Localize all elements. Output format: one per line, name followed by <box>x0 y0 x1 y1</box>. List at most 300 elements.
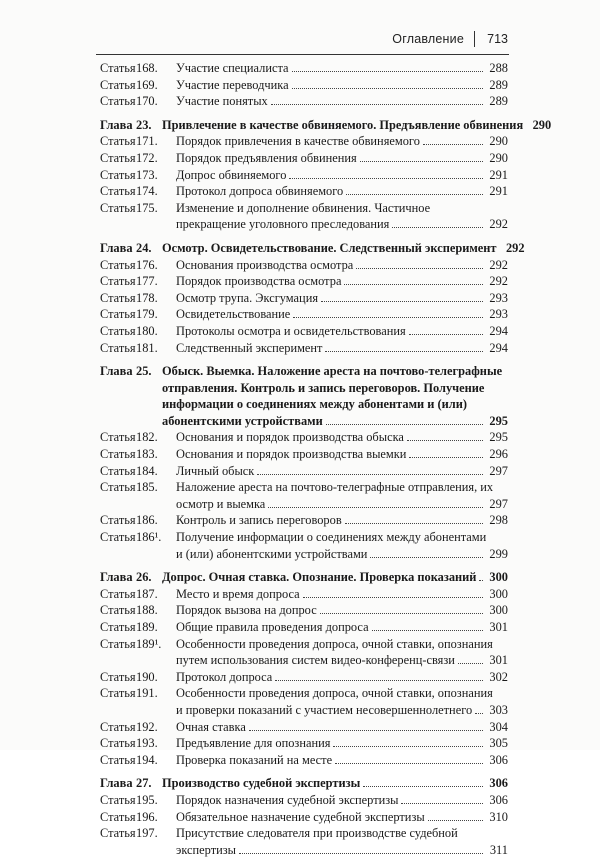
dot-leader <box>303 597 483 598</box>
toc-article[interactable] <box>0 529 600 562</box>
toc-chapter[interactable] <box>0 775 600 792</box>
title-text: осмотр и выемка <box>176 496 266 511</box>
article-number: 169. <box>136 77 158 92</box>
article-number: 197. <box>136 826 158 841</box>
entry-page-number: 295 <box>489 430 508 445</box>
entry-title <box>176 323 508 340</box>
title-text: Привлечение в качестве обвиняемого. Предъявление обвинения <box>162 117 524 132</box>
title-line <box>162 380 508 397</box>
entry-title <box>176 60 508 77</box>
toc-article[interactable] <box>0 60 600 77</box>
article-number: 188. <box>136 603 158 618</box>
toc-chapter[interactable] <box>0 569 600 586</box>
entry-page-number: 296 <box>489 447 508 462</box>
title-line <box>176 216 508 233</box>
chapter-label: Глава <box>100 776 133 791</box>
entry-title <box>176 809 508 826</box>
entry-page-number: 306 <box>489 792 508 807</box>
entry-page-number: 290 <box>532 117 552 132</box>
entry-page-number: 292 <box>489 217 508 232</box>
article-label: Статья <box>100 792 136 807</box>
article-label: Статья <box>100 61 136 75</box>
article-number: 186¹. <box>136 530 162 545</box>
title-text: прекращение уголовного преследования <box>176 217 390 232</box>
article-number: 170. <box>136 94 158 109</box>
entry-page-number: 299 <box>489 546 508 561</box>
article-label: Статья <box>100 184 136 199</box>
article-number: 184. <box>136 463 158 478</box>
entry-title <box>176 200 508 233</box>
entry-title <box>176 825 508 858</box>
toc-article[interactable] <box>0 446 600 463</box>
title-line <box>176 702 508 719</box>
dot-leader <box>360 161 483 162</box>
toc-article[interactable] <box>0 685 600 718</box>
toc-article[interactable] <box>0 602 600 619</box>
article-number: 195. <box>136 792 158 807</box>
entry-page-number: 302 <box>489 669 508 684</box>
title-line <box>176 429 508 446</box>
title-text: Основания и порядок производства обыска <box>176 430 404 445</box>
article-number: 191. <box>136 686 158 701</box>
title-text: Допрос. Очная ставка. Опознание. Проверка показаний <box>162 570 477 585</box>
dot-leader <box>289 178 483 179</box>
title-text: Общие правила проведения допроса <box>176 620 369 634</box>
title-text: Порядок вызова на допрос <box>176 603 317 618</box>
article-label: Статья <box>100 94 136 109</box>
title-text: Контроль и запись переговоров <box>176 513 342 528</box>
entry-title <box>176 429 508 446</box>
entry-page-number: 297 <box>489 496 508 511</box>
entry-title <box>176 586 508 603</box>
dot-leader <box>344 284 483 285</box>
toc-article[interactable] <box>0 183 600 200</box>
dot-leader <box>372 630 483 631</box>
entry-title <box>176 93 508 110</box>
title-line <box>176 792 508 809</box>
title-text: Личный обыск <box>176 463 255 478</box>
title-text: Осмотр. Освидетельствование. Следственный эксперимент <box>162 240 497 255</box>
toc-article[interactable] <box>0 792 600 809</box>
article-label: Статья <box>100 134 136 149</box>
title-line <box>176 150 508 167</box>
article-label: Статья <box>100 167 136 182</box>
title-text: Наложение ареста на почтово-телеграфные отправления, их <box>176 480 494 495</box>
title-line <box>176 463 508 480</box>
entry-title <box>176 719 508 736</box>
title-text: Протоколы осмотра и освидетельствования <box>176 323 406 338</box>
entry-page-number: 292 <box>489 257 508 272</box>
entry-page-number: 290 <box>489 134 508 149</box>
toc-article[interactable] <box>0 669 600 686</box>
article-number: 186. <box>136 513 158 528</box>
chapter-label: Глава <box>100 364 133 379</box>
entry-title <box>176 636 508 669</box>
toc-article[interactable] <box>0 323 600 340</box>
title-text: и проверки показаний с участием несовершеннолетнего <box>176 702 473 717</box>
article-number: 193. <box>136 736 158 751</box>
article-label: Статья <box>100 586 136 601</box>
title-text: Обыск. Выемка. Наложение ареста на почтово-телеграфные <box>162 364 503 379</box>
dot-leader <box>268 507 483 508</box>
title-line <box>176 619 508 636</box>
title-text: Особенности проведения допроса, очной ставки, опознания <box>176 686 493 701</box>
running-header-title: Оглавление <box>392 32 464 46</box>
entry-page-number: 305 <box>489 736 508 751</box>
article-number: 179. <box>136 307 158 322</box>
article-label: Статья <box>100 463 136 478</box>
title-text: Участие переводчика <box>176 77 289 92</box>
entry-title <box>176 752 508 769</box>
entry-page-number: 298 <box>489 513 508 528</box>
title-text: Место и время допроса <box>176 586 300 601</box>
dot-leader <box>363 786 483 787</box>
title-text: Протокол допроса обвиняемого <box>176 184 344 199</box>
entry-title <box>176 183 508 200</box>
title-text: Получение информации о соединениях между абонентами <box>176 530 487 545</box>
entry-title <box>176 669 508 686</box>
title-line <box>176 290 508 307</box>
entry-page-number: 292 <box>505 240 525 255</box>
title-line <box>176 752 508 769</box>
title-text: Очная ставка <box>176 719 246 734</box>
entry-page-number: 294 <box>489 340 508 355</box>
dot-leader <box>479 580 483 581</box>
article-number: 183. <box>136 447 158 462</box>
entry-page-number: 301 <box>489 653 508 668</box>
article-label: Статья <box>100 620 136 634</box>
toc-article[interactable] <box>0 290 600 307</box>
title-line <box>176 529 508 546</box>
title-line <box>176 652 508 669</box>
dot-leader <box>325 351 483 352</box>
title-text: Изменение и дополнение обвинения. Частичное <box>176 200 431 215</box>
dot-leader <box>321 301 483 302</box>
toc-article[interactable] <box>0 479 600 512</box>
article-label: Статья <box>100 752 136 767</box>
title-line <box>176 93 508 110</box>
entry-title <box>162 569 508 586</box>
toc-article[interactable] <box>0 809 600 826</box>
toc-article[interactable] <box>0 735 600 752</box>
toc-article[interactable] <box>0 77 600 94</box>
title-text: Порядок привлечения в качестве обвиняемого <box>176 134 420 149</box>
title-text: Предъявление для опознания <box>176 736 331 751</box>
article-label: Статья <box>100 686 136 701</box>
entry-title <box>176 512 508 529</box>
dot-leader <box>292 88 483 89</box>
entry-page-number: 289 <box>489 94 508 109</box>
entry-page-number: 304 <box>489 719 508 734</box>
title-text: Порядок назначения судебной экспертизы <box>176 792 399 807</box>
title-line <box>176 306 508 323</box>
dot-leader <box>475 713 483 714</box>
title-line <box>176 77 508 94</box>
title-text: Протокол допроса <box>176 669 273 684</box>
toc-article[interactable] <box>0 463 600 480</box>
chapter-number: 23. <box>136 117 152 132</box>
title-line <box>176 825 508 842</box>
article-label: Статья <box>100 274 136 289</box>
article-number: 171. <box>136 134 158 149</box>
title-line <box>162 363 508 380</box>
chapter-label: Глава <box>100 117 133 132</box>
article-number: 177. <box>136 274 158 289</box>
entry-page-number: 291 <box>489 184 508 199</box>
toc-article[interactable] <box>0 150 600 167</box>
title-line <box>176 546 508 563</box>
dot-leader <box>239 853 483 854</box>
dot-leader <box>345 523 483 524</box>
title-line <box>176 496 508 513</box>
article-number: 178. <box>136 290 158 305</box>
dot-leader <box>428 820 483 821</box>
dot-leader <box>370 557 483 558</box>
article-number: 189¹. <box>136 636 162 651</box>
title-line <box>176 735 508 752</box>
toc-article[interactable] <box>0 752 600 769</box>
entry-title <box>176 306 508 323</box>
chapter-number: 27. <box>136 776 152 791</box>
article-number: 172. <box>136 150 158 165</box>
dot-leader <box>271 104 483 105</box>
article-number: 189. <box>136 620 158 634</box>
title-line <box>176 842 508 858</box>
article-number: 194. <box>136 752 158 767</box>
dot-leader <box>326 424 483 425</box>
toc-article[interactable] <box>0 636 600 669</box>
title-line <box>176 257 508 274</box>
chapter-label: Глава <box>100 240 133 255</box>
entry-title <box>176 619 508 636</box>
entry-page-number: 306 <box>489 776 508 791</box>
entry-title <box>176 685 508 718</box>
entry-page-number: 292 <box>489 274 508 289</box>
dot-leader <box>401 803 483 804</box>
article-number: 185. <box>136 480 158 495</box>
page-number: 713 <box>487 32 508 46</box>
dot-leader <box>392 227 483 228</box>
toc-article[interactable] <box>0 200 600 233</box>
title-line <box>176 167 508 184</box>
entry-page-number: 289 <box>489 77 508 92</box>
article-number: 180. <box>136 323 158 338</box>
entry-title <box>176 463 508 480</box>
entry-page-number: 295 <box>489 413 508 428</box>
toc-article[interactable] <box>0 257 600 274</box>
dot-leader <box>249 730 483 731</box>
article-number: 173. <box>136 167 158 182</box>
toc-article[interactable] <box>0 340 600 357</box>
toc-article[interactable] <box>0 429 600 446</box>
article-number: 192. <box>136 719 158 734</box>
article-label: Статья <box>100 603 136 618</box>
title-line <box>176 602 508 619</box>
article-label: Статья <box>100 826 136 841</box>
title-text: Основания и порядок производства выемки <box>176 447 407 462</box>
title-text: Обязательное назначение судебной экспертизы <box>176 809 425 824</box>
entry-page-number: 300 <box>489 586 508 601</box>
title-text: экспертизы <box>176 842 236 857</box>
entry-title <box>176 257 508 274</box>
title-text: Порядок производства осмотра <box>176 274 342 289</box>
dot-leader <box>346 194 483 195</box>
article-label: Статья <box>100 290 136 305</box>
toc-chapter[interactable] <box>0 363 600 429</box>
article-label: Статья <box>100 736 136 751</box>
toc-article[interactable] <box>0 273 600 290</box>
article-label: Статья <box>100 430 136 445</box>
article-label: Статья <box>100 719 136 734</box>
title-text: Особенности проведения допроса, очной ставки, опознания <box>176 636 493 651</box>
dot-leader <box>320 613 483 614</box>
dot-leader <box>293 317 483 318</box>
entry-title <box>162 240 525 257</box>
title-text: Порядок предъявления обвинения <box>176 150 357 165</box>
title-text: Проверка показаний на месте <box>176 752 333 767</box>
title-line <box>176 183 508 200</box>
entry-title <box>176 290 508 307</box>
dot-leader <box>333 746 483 747</box>
article-label: Статья <box>100 480 136 495</box>
title-text: Производство судебной экспертизы <box>162 776 361 791</box>
dot-leader <box>335 763 483 764</box>
toc-article[interactable] <box>0 719 600 736</box>
article-label: Статья <box>100 257 136 272</box>
title-text: Основания производства осмотра <box>176 257 354 272</box>
article-label: Статья <box>100 530 136 545</box>
title-line <box>176 340 508 357</box>
title-line <box>162 396 508 413</box>
dot-leader <box>356 268 483 269</box>
header-separator <box>474 31 475 47</box>
title-text: Участие понятых <box>176 94 268 109</box>
title-text: путем использования систем видео-конференц-связи <box>176 653 455 668</box>
toc-article[interactable] <box>0 93 600 110</box>
dot-leader <box>423 144 483 145</box>
title-line <box>176 273 508 290</box>
entry-page-number: 293 <box>489 290 508 305</box>
article-number: 182. <box>136 430 158 445</box>
entry-page-number: 301 <box>489 620 508 634</box>
toc-article[interactable] <box>0 586 600 603</box>
title-line <box>176 133 508 150</box>
entry-title <box>176 133 508 150</box>
entry-page-number: 297 <box>489 463 508 478</box>
article-label: Статья <box>100 150 136 165</box>
header-rule <box>96 54 509 55</box>
entry-title <box>176 340 508 357</box>
entry-title <box>162 363 508 429</box>
title-line <box>176 200 508 217</box>
article-label: Статья <box>100 340 136 355</box>
title-line <box>176 685 508 702</box>
entry-page-number: 291 <box>489 167 508 182</box>
article-number: 187. <box>136 586 158 601</box>
chapter-label: Глава <box>100 570 133 585</box>
article-number: 174. <box>136 184 158 199</box>
entry-title <box>176 735 508 752</box>
title-line <box>176 669 508 686</box>
entry-title <box>162 117 552 134</box>
toc-article[interactable] <box>0 167 600 184</box>
dot-leader <box>275 680 483 681</box>
entry-title <box>176 273 508 290</box>
title-line <box>176 60 508 77</box>
dot-leader <box>257 474 483 475</box>
entry-title <box>176 529 508 562</box>
chapter-number: 24. <box>136 240 152 255</box>
entry-page-number: 293 <box>489 307 508 322</box>
article-number: 190. <box>136 669 158 684</box>
title-line <box>176 719 508 736</box>
title-line <box>176 446 508 463</box>
dot-leader <box>292 71 483 72</box>
entry-page-number: 306 <box>489 752 508 767</box>
title-line <box>162 569 508 586</box>
dot-leader <box>409 334 483 335</box>
title-line <box>176 512 508 529</box>
entry-page-number: 311 <box>489 842 508 857</box>
table-of-contents <box>0 60 600 858</box>
article-label: Статья <box>100 669 136 684</box>
toc-chapter[interactable] <box>0 117 600 134</box>
entry-page-number: 294 <box>489 323 508 338</box>
title-line <box>162 240 525 257</box>
title-text: информации о соединениях между абонентами и (или) <box>162 397 467 412</box>
entry-page-number: 300 <box>489 603 508 618</box>
title-text: отправления. Контроль и запись переговоров. Получение <box>162 380 485 395</box>
toc-article[interactable] <box>0 306 600 323</box>
entry-page-number: 300 <box>489 570 508 585</box>
title-line <box>176 586 508 603</box>
title-text: Допрос обвиняемого <box>176 167 287 182</box>
title-line <box>176 809 508 826</box>
title-text: Освидетельствование <box>176 307 291 322</box>
running-header <box>96 32 508 50</box>
chapter-number: 26. <box>136 570 152 585</box>
entry-title <box>176 479 508 512</box>
article-number: 196. <box>136 809 158 824</box>
toc-chapter[interactable] <box>0 240 600 257</box>
article-number: 168. <box>136 61 158 75</box>
entry-title <box>176 602 508 619</box>
entry-page-number: 288 <box>489 61 508 75</box>
entry-title <box>176 792 508 809</box>
title-line <box>162 775 508 792</box>
dot-leader <box>407 440 483 441</box>
title-line <box>176 479 508 496</box>
article-number: 176. <box>136 257 158 272</box>
article-label: Статья <box>100 77 136 92</box>
toc-article[interactable] <box>0 133 600 150</box>
article-label: Статья <box>100 809 136 824</box>
article-label: Статья <box>100 636 136 651</box>
chapter-number: 25. <box>136 364 152 379</box>
title-text: Присутствие следователя при производстве судебной <box>176 826 458 841</box>
entry-title <box>162 775 508 792</box>
toc-article[interactable] <box>0 825 600 858</box>
title-text: и (или) абонентскими устройствами <box>176 546 368 561</box>
toc-article[interactable] <box>0 619 600 636</box>
dot-leader <box>458 663 483 664</box>
title-line <box>162 117 552 134</box>
entry-page-number: 290 <box>489 150 508 165</box>
title-text: Осмотр трупа. Эксгумация <box>176 290 319 305</box>
toc-article[interactable] <box>0 512 600 529</box>
dot-leader <box>409 457 483 458</box>
entry-title <box>176 150 508 167</box>
